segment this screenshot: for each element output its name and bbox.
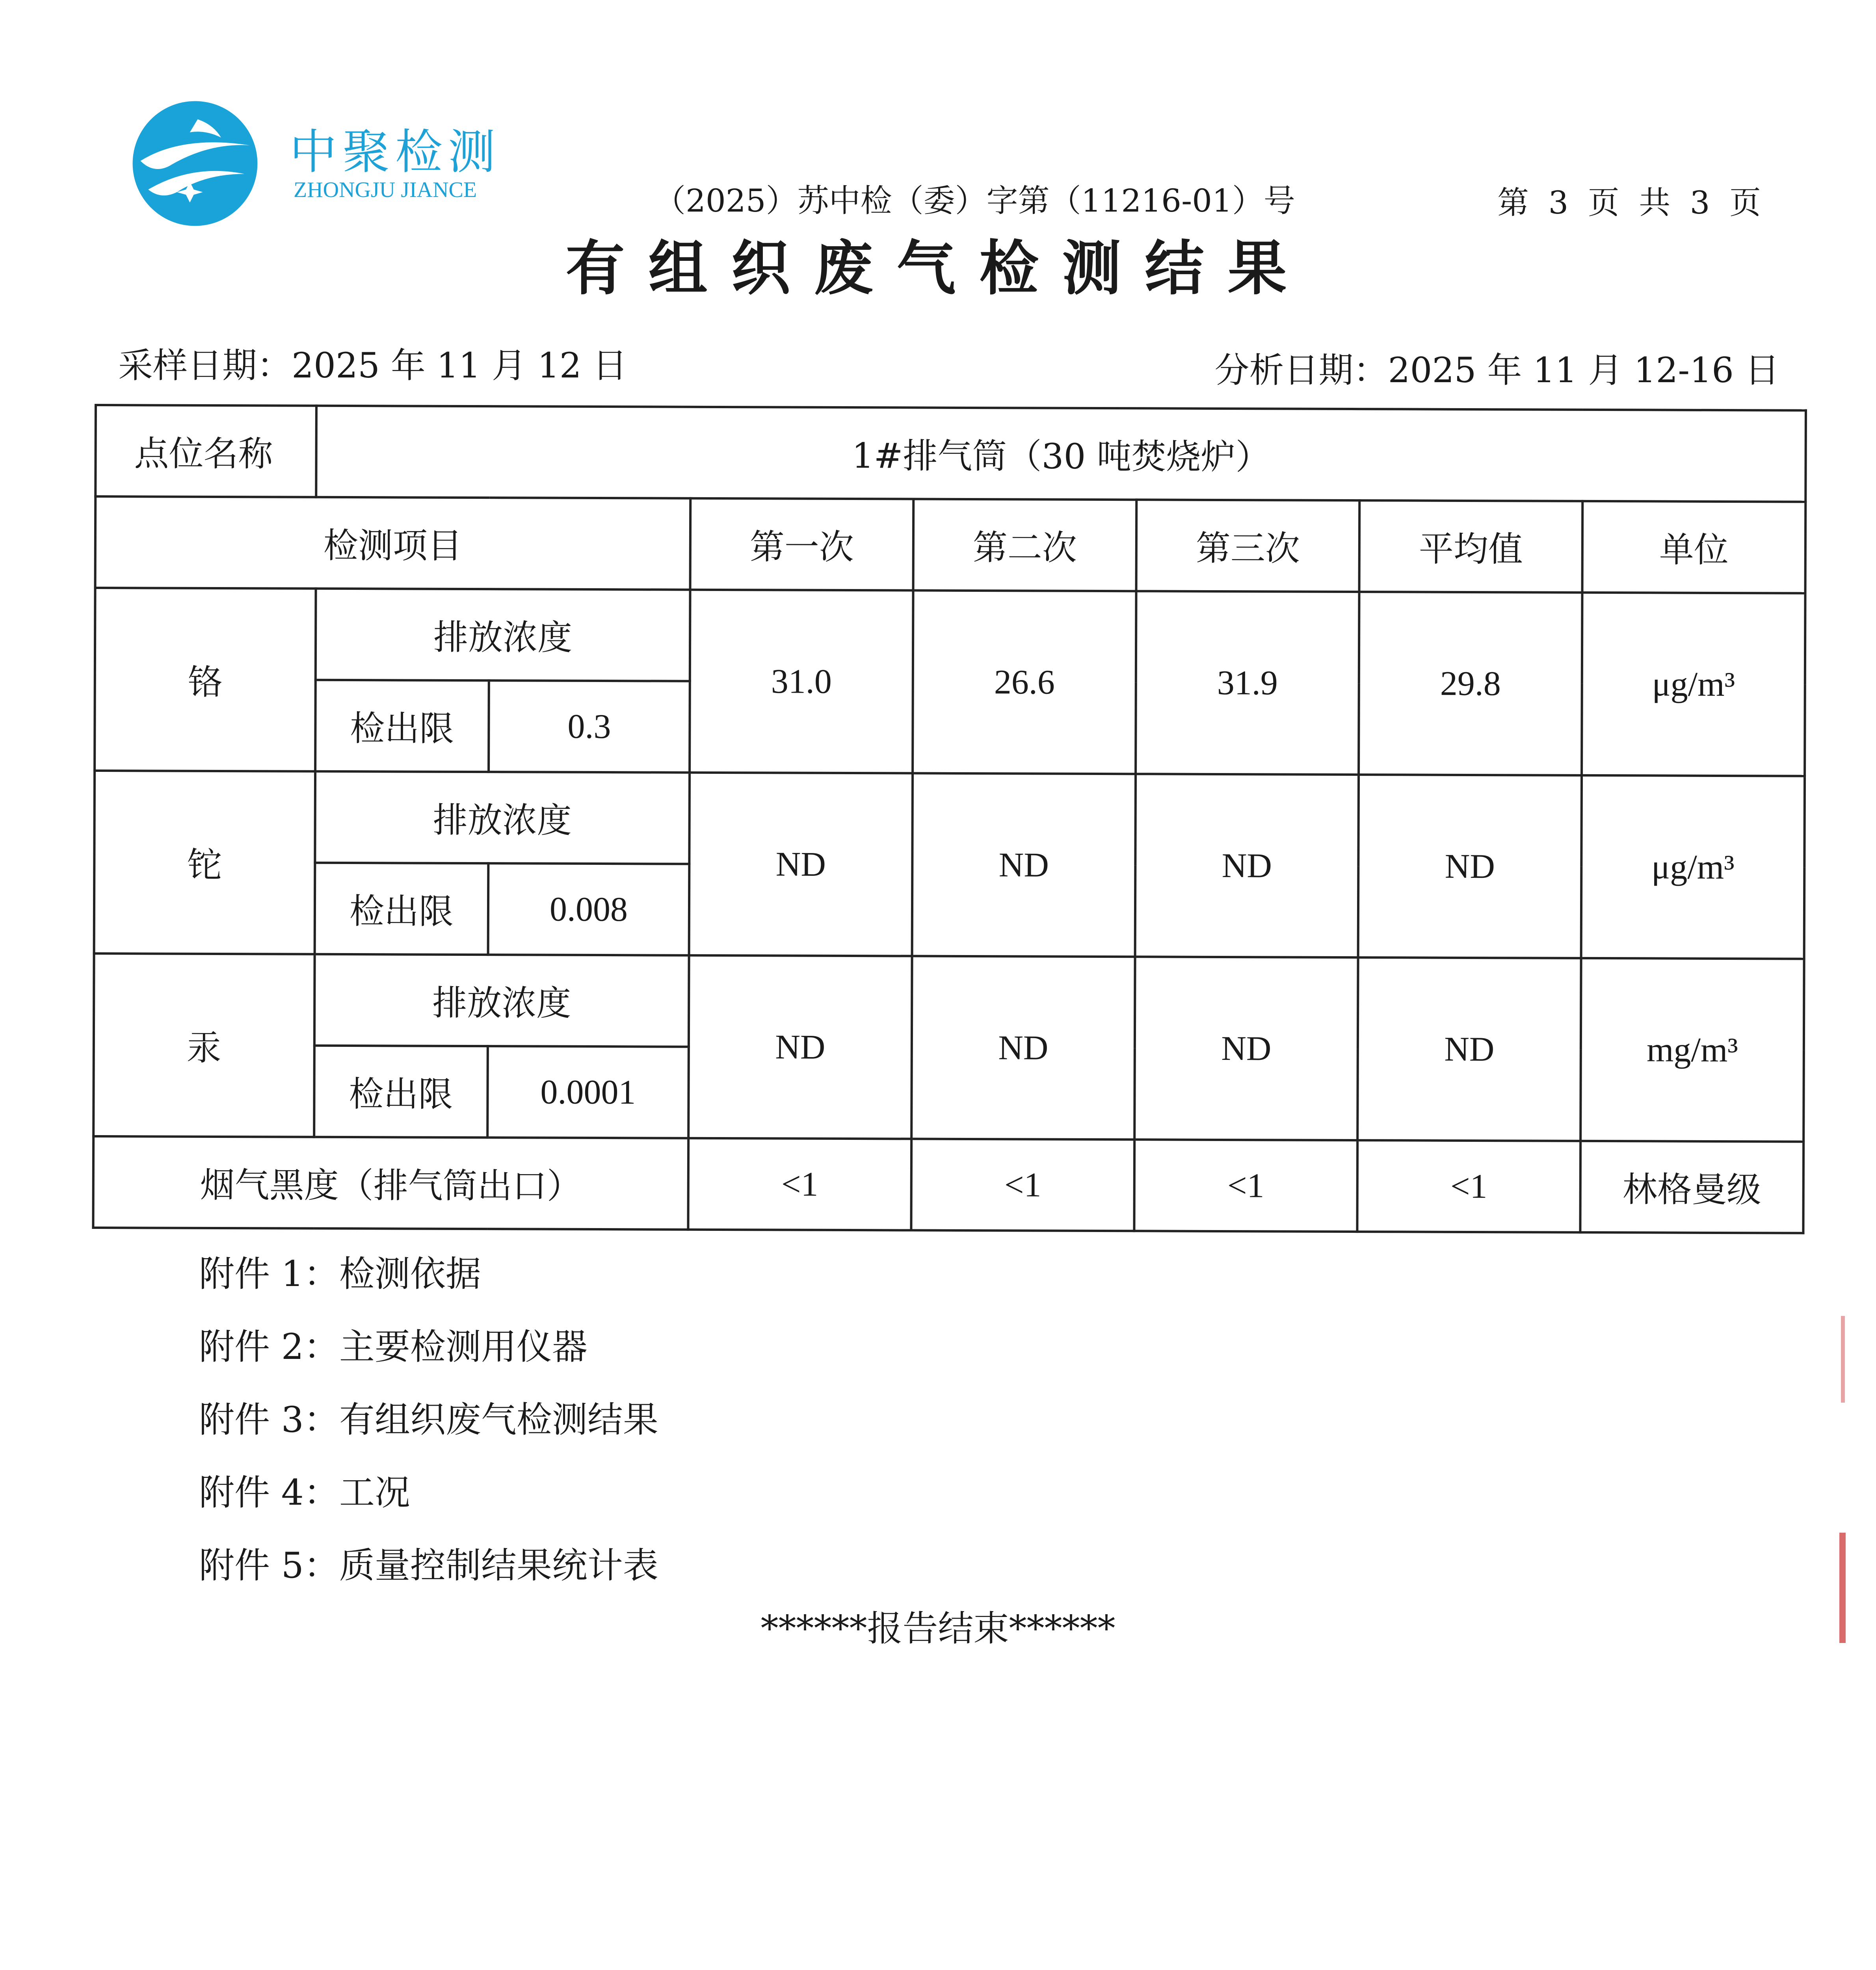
point-name-label: 点位名称 (95, 405, 316, 497)
table-row (94, 953, 1804, 1050)
value-third: 31.9 (1136, 591, 1359, 775)
value-third: ND (1134, 957, 1358, 1140)
table-row (94, 771, 1805, 868)
smoke-blackness-label: 烟气黑度（排气筒出口） (93, 1136, 688, 1230)
header-first: 第一次 (690, 498, 914, 591)
detection-limit-label: 检出限 (315, 863, 489, 955)
header-second: 第二次 (913, 499, 1137, 591)
sampling-date: 采样日期：2025 年 11 月 12 日 (118, 345, 627, 386)
value-average: <1 (1357, 1140, 1580, 1232)
table-header-row (95, 496, 1806, 593)
attachment-item: 附件 5：质量控制结果统计表 (199, 1545, 658, 1586)
value-first: ND (689, 773, 913, 956)
attachment-item: 附件 3：有组织废气检测结果 (199, 1399, 658, 1440)
page-indicator: 第 3 页 共 3 页 (1497, 184, 1766, 221)
value-first: 31.0 (690, 590, 913, 773)
report-number: （2025）苏中检（委）字第（11216-01）号 (654, 182, 1295, 219)
company-name-en: ZHONGJU JIANCE (294, 178, 477, 202)
value-second: ND (912, 773, 1136, 957)
attachment-item: 附件 1：检测依据 (199, 1253, 481, 1295)
seal-edge-mark (1841, 1316, 1845, 1403)
results-table-container (92, 404, 1805, 1234)
pollutant-name: 汞 (93, 953, 314, 1137)
value-unit: mg/m³ (1580, 958, 1804, 1142)
table-row (93, 1136, 1803, 1233)
detection-limit-value: 0.0001 (487, 1046, 689, 1138)
attachment-item: 附件 4：工况 (199, 1472, 410, 1513)
value-third: <1 (1134, 1139, 1357, 1232)
detection-limit-value: 0.008 (488, 863, 690, 955)
value-unit: 林格曼级 (1580, 1141, 1803, 1233)
company-name-cn: 中聚检测 (290, 125, 501, 180)
value-average: ND (1357, 957, 1581, 1141)
value-unit: μg/m³ (1582, 593, 1805, 776)
header-unit: 单位 (1582, 501, 1806, 593)
concentration-label: 排放浓度 (314, 954, 689, 1047)
analysis-date: 分析日期：2025 年 11 月 12-16 日 (1214, 350, 1779, 390)
detection-limit-label: 检出限 (314, 1046, 488, 1137)
concentration-label: 排放浓度 (316, 589, 690, 681)
table-row-point (95, 405, 1806, 502)
value-third: ND (1135, 774, 1359, 957)
detection-limit-label: 检出限 (315, 680, 489, 772)
report-end-mark: ******报告结束****** (760, 1608, 1116, 1649)
value-unit: μg/m³ (1581, 775, 1805, 959)
results-table (92, 404, 1807, 1234)
document-title: 有组织废气检测结果 (565, 234, 1311, 303)
attachment-item: 附件 2：主要检测用仪器 (199, 1326, 588, 1368)
value-average: ND (1358, 775, 1582, 958)
table-row (95, 588, 1805, 685)
point-name-value: 1#排气筒（30 吨焚烧炉） (316, 406, 1806, 502)
pollutant-name: 铬 (95, 588, 316, 771)
header-item: 检测项目 (95, 496, 691, 590)
header-third: 第三次 (1136, 500, 1360, 592)
value-second: <1 (911, 1139, 1134, 1231)
value-second: 26.6 (913, 591, 1136, 774)
company-logo-icon (130, 98, 260, 229)
value-first: <1 (688, 1138, 911, 1230)
detection-limit-value: 0.3 (489, 680, 690, 773)
value-first: ND (688, 955, 912, 1139)
pollutant-name: 铊 (94, 771, 315, 954)
concentration-label: 排放浓度 (315, 771, 690, 864)
seal-edge-mark (1839, 1533, 1846, 1643)
header-average: 平均值 (1359, 500, 1583, 593)
value-average: 29.8 (1359, 592, 1582, 775)
value-second: ND (911, 956, 1135, 1140)
